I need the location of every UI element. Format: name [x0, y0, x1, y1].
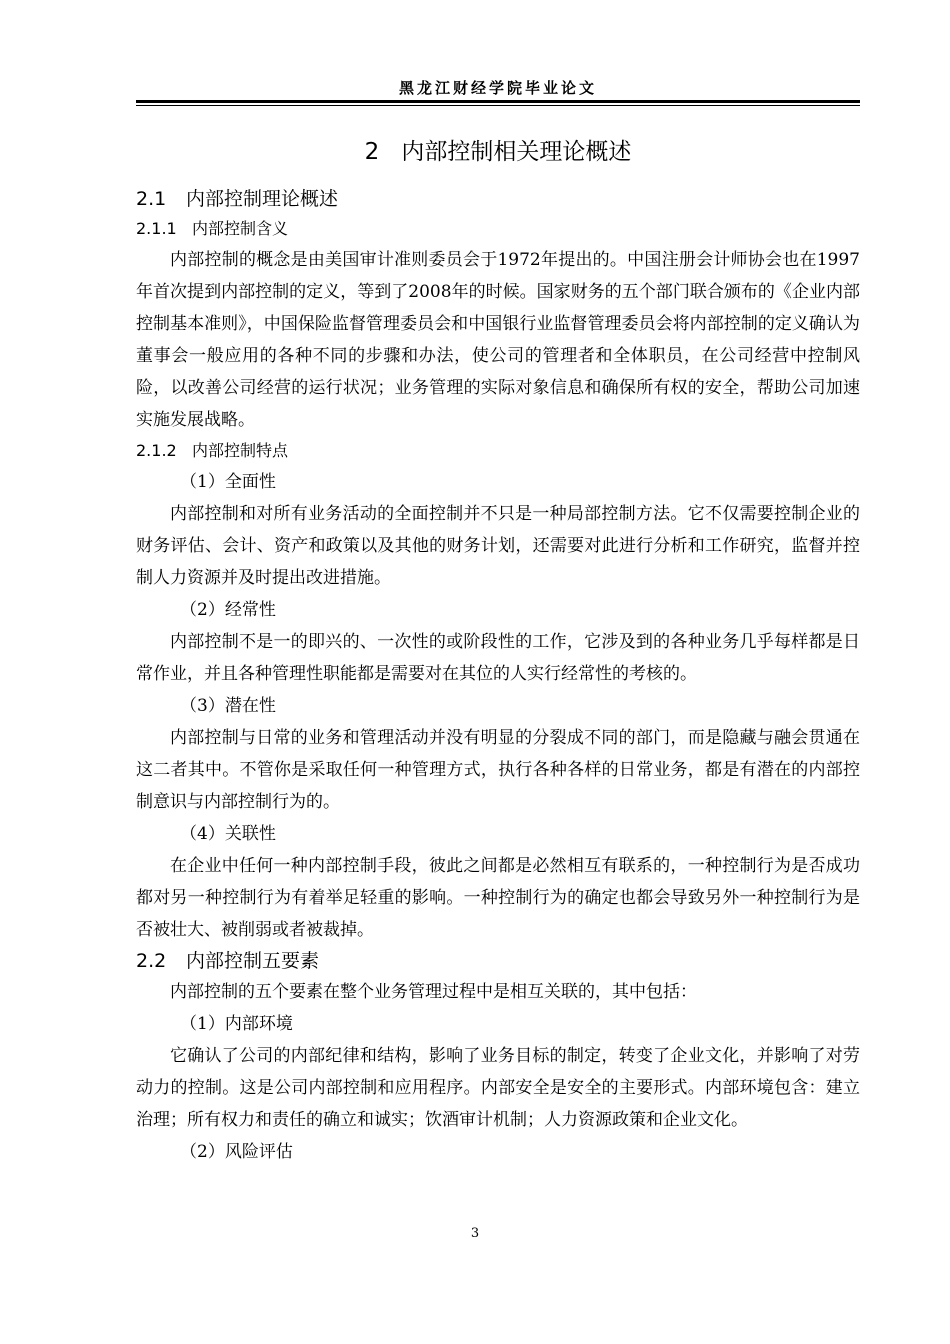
- section-title: 内部控制理论概述: [186, 188, 339, 210]
- list-item-label: （1）全面性: [180, 472, 276, 492]
- section-title: 内部控制五要素: [186, 950, 320, 972]
- body-content: [136, 128, 860, 1168]
- subsection-title: 内部控制含义: [192, 219, 289, 238]
- list-item-label: （2）风险评估: [180, 1142, 293, 1162]
- list-item-label: （1）内部环境: [180, 1014, 293, 1034]
- subsection-number: 2.1.1: [136, 219, 177, 238]
- subsection-number: 2.1.2: [136, 441, 177, 460]
- subsection-heading-2-1-1: [136, 214, 860, 244]
- section-heading-2-1: [136, 184, 860, 214]
- chapter-heading: [136, 130, 860, 174]
- list-item-paragraph: 在企业中任何一种内部控制手段，彼此之间都是必然相互有联系的，一种控制行为是否成功都对另一种控制行为有着举足轻重的影响。一种控制行为的确定也都会导致另外一种控制行为是否被壮大、被削弱或者被裁掉。: [136, 856, 860, 940]
- page-number: 3: [470, 1226, 480, 1241]
- subsection-title: 内部控制特点: [192, 441, 289, 460]
- chapter-number: 2: [364, 139, 380, 165]
- section-number: 2.2: [136, 950, 167, 972]
- list-item-label: （2）经常性: [180, 600, 276, 620]
- chapter-title: 内部控制相关理论概述: [401, 139, 632, 165]
- paragraph-definition: 内部控制的概念是由美国审计准则委员会于1972年提出的。中国注册会计师协会也在1997年首次提到内部控制的定义，等到了2008年的时候。国家财务的五个部门联合颁布的《企业内部控制基本准则》，中国保险监督管理委员会和中国银行业监督管理委员会将内部控制的定义确认为董事会一般应用的各种不同的步骤和办法，使公司的管理者和全体职员，在公司经营中控制风险，以改善公司经营的运行状况；业务管理的实际对象信息和确保所有权的安全，帮助公司加速实施发展战略。: [136, 250, 860, 430]
- list-item-paragraph: 它确认了公司的内部纪律和结构，影响了业务目标的制定，转变了企业文化，并影响了对劳动力的控制。这是公司内部控制和应用程序。内部安全是安全的主要形式。内部环境包含：建立治理；所有权力和责任的确立和诚实；饮酒审计机制；人力资源政策和企业文化。: [136, 1046, 860, 1130]
- list-item-paragraph: 内部控制不是一的即兴的、一次性的或阶段性的工作，它涉及到的各种业务几乎每样都是日常作业，并且各种管理性职能都是需要对在其位的人实行经常性的考核的。: [136, 632, 860, 684]
- section-heading-2-2: [136, 946, 860, 976]
- list-item-label: （3）潜在性: [180, 696, 276, 716]
- running-header: 黑龙江财经学院毕业论文: [398, 79, 597, 97]
- header-rule-thin: [136, 105, 860, 106]
- section-number: 2.1: [136, 188, 167, 210]
- list-item-paragraph: 内部控制与日常的业务和管理活动并没有明显的分裂成不同的部门，而是隐藏与融会贯通在这二者其中。不管你是采取任何一种管理方式，执行各种各样的日常业务，都是有潜在的内部控制意识与内部控制行为的。: [136, 728, 860, 812]
- list-item-paragraph: 内部控制和对所有业务活动的全面控制并不只是一种局部控制方法。它不仅需要控制企业的财务评估、会计、资产和政策以及其他的财务计划，还需要对此进行分析和工作研究，监督并控制人力资源并及时提出改进措施。: [136, 504, 860, 588]
- subsection-heading-2-1-2: [136, 436, 860, 466]
- header-rule-thick: [136, 100, 860, 103]
- list-item-label: （4）关联性: [180, 824, 276, 844]
- paragraph-intro: 内部控制的五个要素在整个业务管理过程中是相互关联的，其中包括：: [170, 982, 697, 1002]
